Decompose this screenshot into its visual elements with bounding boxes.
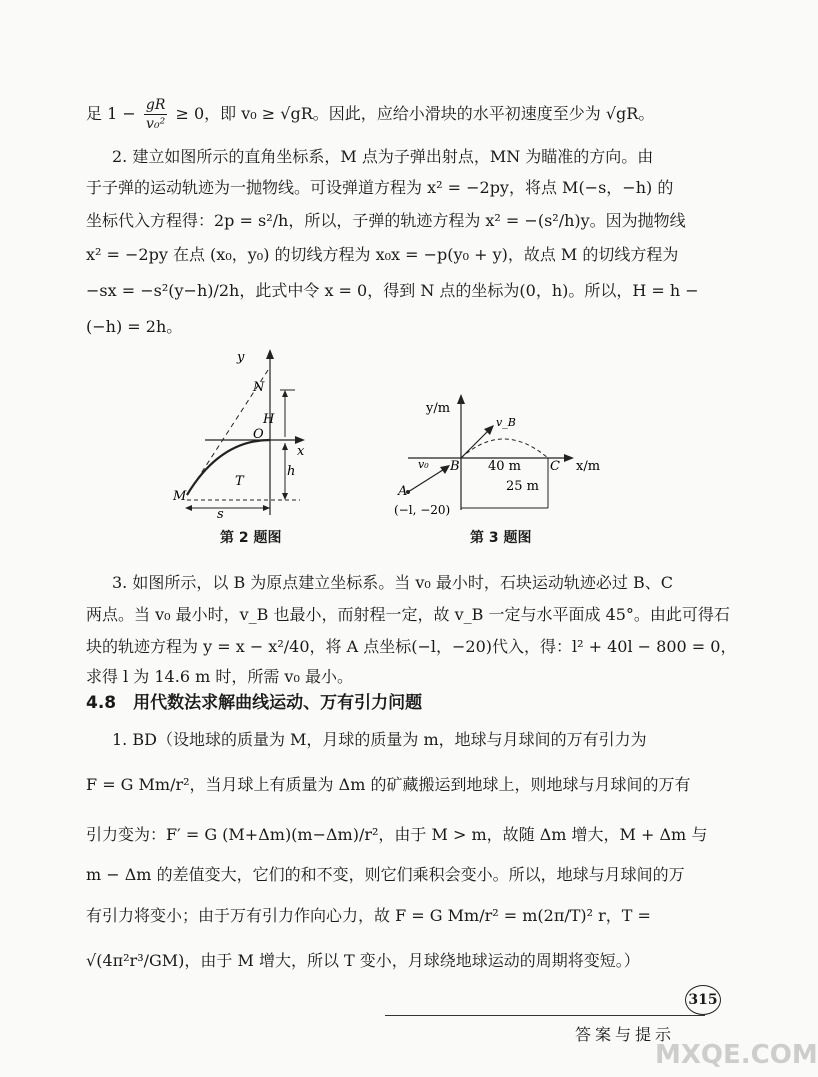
para1-pre: 足 1 − xyxy=(86,104,136,123)
fig2-y-arrow xyxy=(266,349,274,359)
fig2-label-x: x xyxy=(297,444,305,459)
para4-line-1: 1. BD（设地球的质量为 M，月球的质量为 m，地球与月球间的万有引力为 xyxy=(112,730,647,749)
fig3-trajectory xyxy=(461,439,548,458)
fig2-label-H: H xyxy=(263,412,275,427)
fig3-label-dist: 40 m xyxy=(488,459,522,474)
fig3-x-arrow xyxy=(564,454,574,462)
fig2-label-y: y xyxy=(237,350,245,365)
figure-2-caption: 第 2 题图 xyxy=(220,530,282,546)
fig3-v0-arrowhead xyxy=(440,465,450,474)
footer-rule xyxy=(385,1015,705,1016)
fig2-s-arrowhead-right xyxy=(263,505,270,511)
para4-line-2: F = G Mm/r²，当月球上有质量为 Δm 的矿藏搬运到地球上，则地球与月球间的万有 xyxy=(86,775,691,794)
figure-2-diagram xyxy=(165,345,330,520)
fig2-s-arrowhead-left xyxy=(185,505,192,511)
fig3-label-height: 25 m xyxy=(506,479,540,494)
para2-line-4: x² = −2py 在点 (x₀，y₀) 的切线方程为 x₀x = −p(y₀ + y)，故点 M 的切线方程为 xyxy=(86,245,679,264)
fig2-h-arrowhead-top xyxy=(282,443,288,450)
para4-line-5: 有引力将变小；由于万有引力作向心力，故 F = G Mm/r² = m(2π/T)² r，T = xyxy=(86,906,651,925)
fig2-trajectory xyxy=(187,440,270,495)
fig3-vB-vector xyxy=(461,428,491,458)
para1-fraction xyxy=(144,96,168,133)
fig2-x-arrow xyxy=(295,436,305,444)
para4-line-6: √(4π²r³/GM)，由于 M 增大，所以 T 变小，月球绕地球运动的周期将变短。） xyxy=(86,951,640,970)
para4-line-4: m − Δm 的差值变大，它们的和不变，则它们乘积会变小。所以，地球与月球间的万 xyxy=(86,865,685,884)
fig3-label-v0: v₀ xyxy=(418,458,429,471)
para3-line-4: 求得 l 为 14.6 m 时，所需 v₀ 最小。 xyxy=(86,667,353,686)
section-heading: 4.8 用代数法求解曲线运动、万有引力问题 xyxy=(86,693,423,713)
para1-frac-den: v₀² xyxy=(146,116,166,132)
fig3-y-arrow xyxy=(457,394,465,404)
fig3-label-C: C xyxy=(550,459,560,474)
para3-line-1: 3. 如图所示，以 B 为原点建立坐标系。当 v₀ 最小时，石块运动轨迹必过 B、C xyxy=(112,573,673,592)
para1-mid: ≥ 0，即 v₀ ≥ √gR。因此，应给小滑块的水平初速度至少为 √gR。 xyxy=(175,104,655,123)
fig3-label-A: A xyxy=(398,484,408,499)
fig2-label-s: s xyxy=(217,507,224,522)
para2-line-5: −sx = −s²(y−h)/2h，此式中令 x = 0，得到 N 点的坐标为(0，h)。所以，H = h − xyxy=(86,281,699,300)
fig3-label-vB: v_B xyxy=(496,416,516,429)
fig3-v0-vector xyxy=(408,468,446,492)
fig3-label-B: B xyxy=(450,459,460,474)
fig2-h-arrowhead-bottom xyxy=(282,493,288,500)
figure-3-caption: 第 3 题图 xyxy=(470,530,532,546)
fig2-label-h: h xyxy=(287,464,296,479)
page-number-badge: 315 xyxy=(685,985,721,1015)
figure-3-diagram xyxy=(388,390,618,520)
para1-frac-num: gR xyxy=(145,97,166,113)
fig2-label-T: T xyxy=(235,474,244,489)
fig3-label-coordA: (−l, −20) xyxy=(394,503,451,517)
watermark: MXQE.COM xyxy=(655,1040,818,1070)
para2-line-3: 坐标代入方程得：2p = s²/h，所以，子弹的轨迹方程为 x² = −(s²/h)y。因为抛物线 xyxy=(86,211,686,230)
fig3-label-ylabel: y/m xyxy=(426,401,451,416)
para2-line-6: (−h) = 2h。 xyxy=(86,317,183,336)
fig2-label-N: N xyxy=(253,380,265,395)
para3-line-2: 两点。当 v₀ 最小时，v_B 也最小，而射程一定，故 v_B 一定与水平面成 45°。由此可得石 xyxy=(86,605,730,624)
para2-line-2: 于子弹的运动轨迹为一抛物线。可设弹道方程为 x² = −2py，将点 M(−s，−h) 的 xyxy=(86,178,674,197)
para3-line-3: 块的轨迹方程为 y = x − x²/40，将 A 点坐标(−l，−20)代入，得：l² + 40l − 800 = 0， xyxy=(86,637,737,656)
para1-line xyxy=(86,96,654,133)
para4-line-3: 引力变为：F′ = G (M+Δm)(m−Δm)/r²，由于 M > m，故随 Δm 增大，M + Δm 与 xyxy=(86,825,708,844)
fig2-label-M: M xyxy=(173,489,187,504)
para2-line-1: 2. 建立如图所示的直角坐标系，M 点为子弹出射点，MN 为瞄准的方向。由 xyxy=(112,147,654,166)
footer-label: 答案与提示 xyxy=(575,1025,676,1044)
fig2-label-O: O xyxy=(253,427,264,442)
fig2-H-arrowhead-top xyxy=(282,390,288,397)
fig3-label-xlabel: x/m xyxy=(576,459,601,474)
